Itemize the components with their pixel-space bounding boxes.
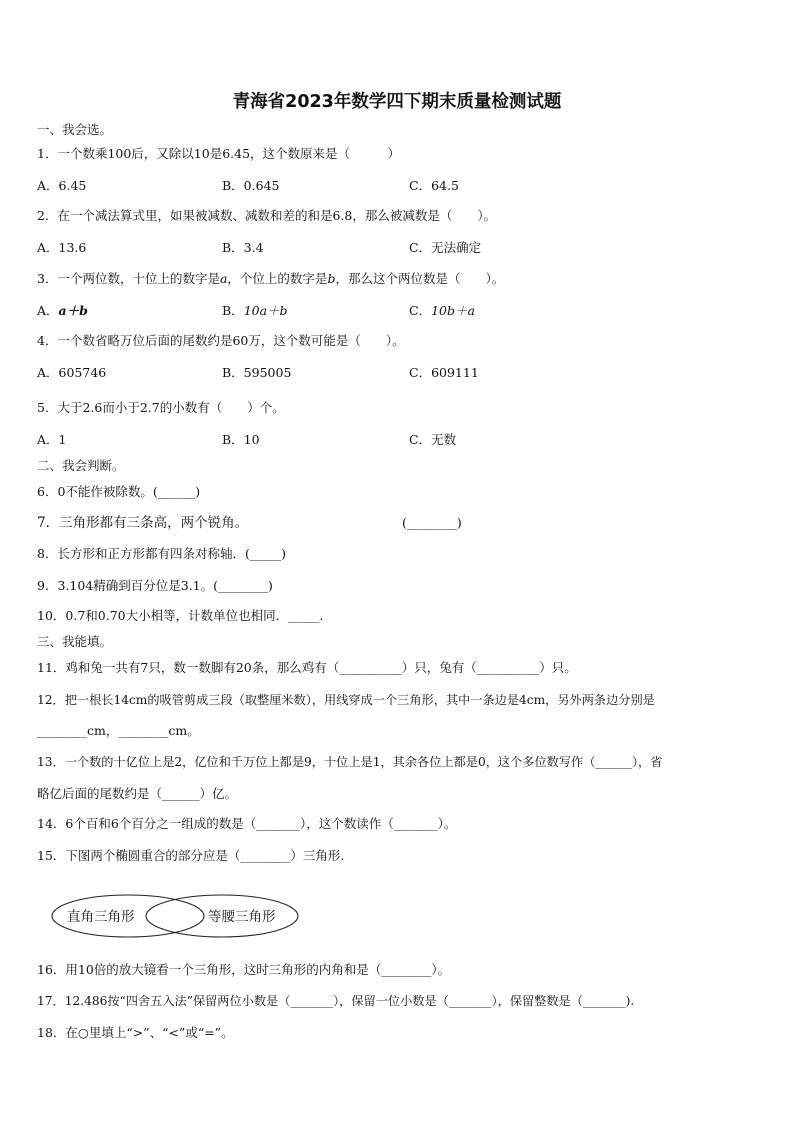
q1-option-a: A．6.45: [37, 178, 87, 193]
q1-option-b: B．0.645: [222, 178, 280, 193]
q3-stem-part-1: 3．一个两位数，十位上的数字是: [37, 271, 220, 286]
question-12-line-2: ________cm，________cm。: [37, 723, 200, 738]
q3-option-c-label: C．: [409, 303, 432, 318]
question-18: 18．在○里填上“>”、“<”或“=”。: [37, 1025, 234, 1040]
question-7-blank: (________): [402, 515, 462, 530]
page-title: 青海省2023年数学四下期末质量检测试题: [232, 92, 562, 112]
question-8: 8．长方形和正方形都有四条对称轴．(_____): [37, 546, 286, 561]
q5-option-a: A．1: [37, 432, 67, 447]
q4-option-a: A．605746: [37, 365, 107, 380]
question-1: 1．一个数乘100后，又除以10是6.45，这个数原来是（ ）: [37, 146, 401, 161]
q3-option-b: [222, 303, 288, 319]
section-heading-judge: 二、我会判断。: [37, 458, 125, 473]
q3-option-c: [409, 303, 475, 319]
question-3: [37, 271, 504, 287]
question-4: 4．一个数省略万位后面的尾数约是60万，这个数可能是（ ）。: [37, 333, 405, 348]
question-13-line-2: 略亿后面的尾数约是（______）亿。: [37, 786, 238, 801]
q2-option-a: A．13.6: [37, 240, 87, 255]
question-14: 14．6个百和6个百分之一组成的数是（_______），这个数读作（_______）。: [37, 816, 457, 831]
q2-option-c: C．无法确定: [409, 240, 482, 255]
q3-stem-part-3: ，那么这个两位数是（ ）。: [335, 271, 505, 286]
question-5: 5．大于2.6而小于2.7的小数有（ ）个。: [37, 400, 285, 415]
question-11: 11．鸡和兔一共有7只，数一数脚有20条，那么鸡有（__________）只，兔有（__________）只。: [37, 660, 577, 675]
question-16: 16．用10倍的放大镜看一个三角形，这时三角形的内角和是（________）。: [37, 962, 451, 977]
question-2: 2．在一个减法算式里，如果被减数、减数和差的和是6.8，那么被减数是（ ）。: [37, 208, 497, 223]
q3-option-b-expr: 10a＋b: [243, 303, 288, 318]
venn-left-label: 直角三角形: [67, 909, 135, 925]
q3-option-b-label: B．: [222, 303, 244, 318]
q1-option-c: C．64.5: [409, 178, 459, 193]
q4-option-b: B．595005: [222, 365, 292, 380]
venn-right-label: 等腰三角形: [208, 909, 276, 925]
question-7: 7．三角形都有三条高，两个锐角。: [37, 515, 249, 531]
venn-diagram: [50, 892, 310, 940]
q3-option-a: [37, 303, 88, 319]
q4-option-c: C．609111: [409, 365, 479, 380]
q3-option-a-expr: a＋b: [58, 303, 88, 318]
question-9: 9．3.104精确到百分位是3.1。(________): [37, 578, 273, 593]
q2-option-b: B．3.4: [222, 240, 264, 255]
q5-option-b: B．10: [222, 432, 260, 447]
q3-variable-a: a: [219, 271, 228, 286]
q3-option-c-expr: 10b＋a: [431, 303, 475, 318]
q3-stem-part-2: ，个位上的数字是: [227, 271, 328, 286]
section-heading-fill: 三、我能填。: [37, 634, 113, 649]
q3-variable-b: b: [327, 271, 336, 286]
question-6: 6．0不能作被除数。(______): [37, 484, 201, 499]
q5-option-c: C．无数: [409, 432, 457, 447]
section-heading-choose: 一、我会选。: [37, 122, 113, 137]
question-10: 10．0.7和0.70大小相等，计数单位也相同．_____.: [37, 608, 324, 623]
question-15: 15．下图两个椭圆重合的部分应是（________）三角形.: [37, 848, 345, 863]
q3-option-a-label: A．: [37, 303, 59, 318]
question-17: 17．12.486按“四舍五入法”保留两位小数是（_______），保留一位小数是（_______），保留整数是（_______).: [37, 994, 635, 1008]
question-12-line-1: 12．把一根长14cm的吸管剪成三段（取整厘米数），用线穿成一个三角形，其中一条边是4cm，另外两条边分别是: [37, 693, 655, 707]
question-13-line-1: 13．一个数的十亿位上是2，亿位和千万位上都是9，十位上是1，其余各位上都是0，这个多位数写作（______），省: [37, 755, 663, 769]
